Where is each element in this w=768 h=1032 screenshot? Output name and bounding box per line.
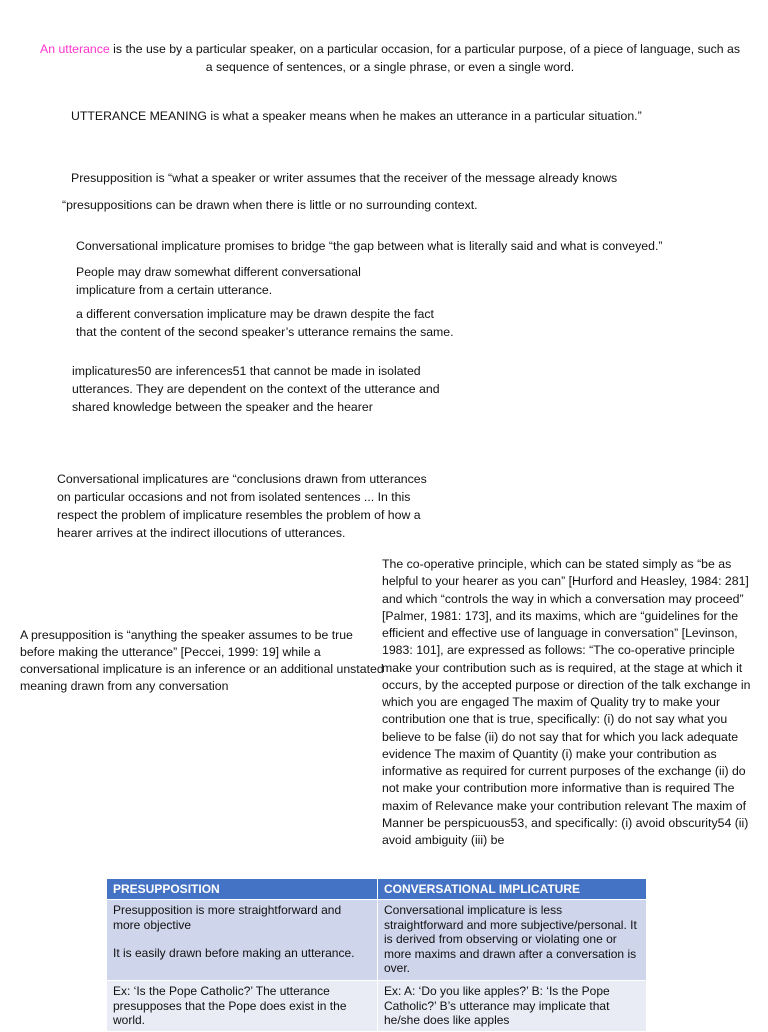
table-cell: Ex: A: ‘Do you like apples?’ B: ‘Is the Pope Catholic?’ B’s utterance may implicate that he/she does like apples [378, 981, 647, 1032]
utterance-definition-text: is the use by a particular speaker, on a particular occasion, for a particular purpose, of a piece of language, such as a sequence of sentences, or a single phrase, or even a single word. [109, 42, 740, 74]
table-cell [107, 900, 378, 981]
cooperative-principle-text: The co-operative principle, which can be stated simply as “be as helpful to your hearer as you can” [Hurford and Heasley, 1984: 281] and which “controls the way in which a conversation may proceed” [Palmer, 1981: 173], and its maxims, which are “guidelines for the efficient and effective use of language in conversation” [Levinson, 1983: 101], are expressed as follows: “The co-operative principle make your contribution such as is required, at the stage at which it occurs, by the accepted purpose or direction of the talk exchange in which you are engaged The maxim of Quality try to make your contribution one that is true, specifically: (i) do not say what you believe to be false (ii) do not say that for which you lack adequate evidence The maxim of Quantity (i) make your contribution as informative as required for current purposes of the exchange (ii) do not make your contribution more informative than is required The maxim of Relevance make your contribution relevant The maxim of Manner be perspicuous53, and specifically: (i) avoid obscurity54 (ii) avoid ambiguity (iii) be [382, 557, 751, 847]
utterance-definition [40, 40, 740, 76]
table-cell: Conversational implicature is less straightforward and more subjective/personal. It is derived from observing or violating one or more maxims and drawn after a conversation is over. [378, 900, 647, 981]
implicatures-inferences-note: implicatures50 are inferences51 that cannot be made in isolated utterances. They are dependent on the context of the utterance and shared knowledge between the speaker and the hearer [72, 364, 440, 414]
implicatures-conclusions-note: Conversational implicatures are “conclusions drawn from utterances on particular occasions and not from isolated sentences ... In this respect the problem of implicature resembles the problem of how a hearer arrives at the indirect illocutions of utterances. [57, 472, 427, 540]
table-header-presupposition: PRESUPPOSITION [107, 879, 378, 900]
table-row [107, 981, 647, 1032]
presupposition-vs-implicature: A presupposition is “anything the speaker assumes to be true before making the utterance” [Peccei, 1999: 19] while a conversational implicature is an inference or an additional unstated meaning drawn from any conversation [20, 628, 384, 693]
presupposition-context-note: “presuppositions can be drawn when there is little or no surrounding context. [62, 198, 478, 212]
table-header-row [107, 879, 647, 900]
utterance-term: An utterance [40, 42, 110, 56]
table-row [107, 900, 647, 981]
implicature-bridge-note: Conversational implicature promises to bridge “the gap between what is literally said and what is conveyed.” [76, 239, 663, 253]
table-header-implicature: CONVERSATIONAL IMPLICATURE [378, 879, 647, 900]
cell-paragraph: Presupposition is more straightforward and more objective [113, 903, 342, 932]
cell-paragraph: It is easily drawn before making an utterance. [113, 946, 355, 960]
presupposition-definition: Presupposition is “what a speaker or writer assumes that the receiver of the message already knows [71, 171, 618, 185]
comparison-table [106, 878, 647, 1032]
implicature-different-note: a different conversation implicature may be drawn despite the fact that the content of the second speaker’s utterance remains the same. [76, 307, 454, 339]
utterance-meaning-definition: UTTERANCE MEANING is what a speaker means when he makes an utterance in a particular situation.” [71, 109, 642, 123]
implicature-people-note: People may draw somewhat different conversational implicature from a certain utterance. [76, 265, 361, 297]
table-cell: Ex: ‘Is the Pope Catholic?’ The utterance presupposes that the Pope does exist in the world. [107, 981, 378, 1032]
